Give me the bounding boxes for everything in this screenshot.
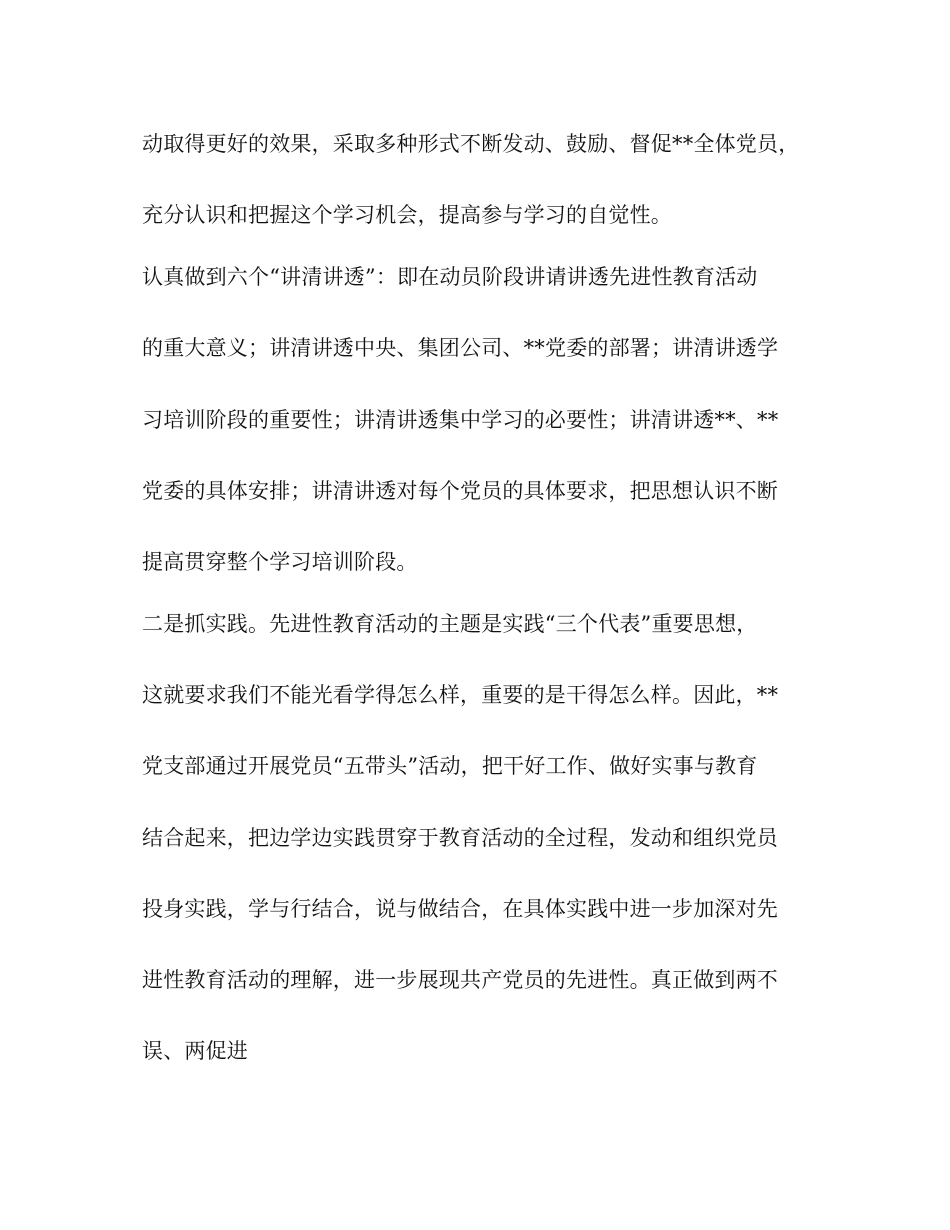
text-line-14: 误、两促进 — [142, 1039, 248, 1063]
text-line-7: 提高贯穿整个学习培训阶段。 — [142, 550, 418, 574]
text-line-1: 动取得更好的效果，采取多种形式不断发动、鼓励、督促**全体党员， — [142, 132, 800, 156]
text-line-4: 的重大意义；讲清讲透中央、集团公司、**党委的部署；讲清讲透学 — [142, 336, 779, 360]
text-line-3: 认真做到六个“讲清讲透”：即在动员阶段讲请讲透先进性教育活动 — [142, 265, 758, 289]
text-line-8: 二是抓实践。先进性教育活动的主题是实践“三个代表”重要思想， — [142, 612, 758, 636]
text-line-10: 党支部通过开展党员“五带头”活动，把干好工作、做好实事与教育 — [142, 754, 758, 778]
text-line-2: 充分认识和把握这个学习机会，提高参与学习的自觉性。 — [142, 203, 672, 227]
text-line-11: 结合起来，把边学边实践贯穿于教育活动的全过程，发动和组织党员 — [142, 826, 778, 850]
text-line-5: 习培训阶段的重要性；讲清讲透集中学习的必要性；讲清讲透**、** — [142, 408, 779, 432]
text-line-13: 进性教育活动的理解，进一步展现共产党员的先进性。真正做到两不 — [142, 968, 778, 992]
text-line-6: 党委的具体安排；讲清讲透对每个党员的具体要求，把思想认识不断 — [142, 479, 778, 503]
text-line-12: 投身实践，学与行结合，说与做结合，在具体实践中进一步加深对先 — [142, 897, 778, 921]
text-line-9: 这就要求我们不能光看学得怎么样，重要的是干得怎么样。因此，** — [142, 683, 779, 707]
